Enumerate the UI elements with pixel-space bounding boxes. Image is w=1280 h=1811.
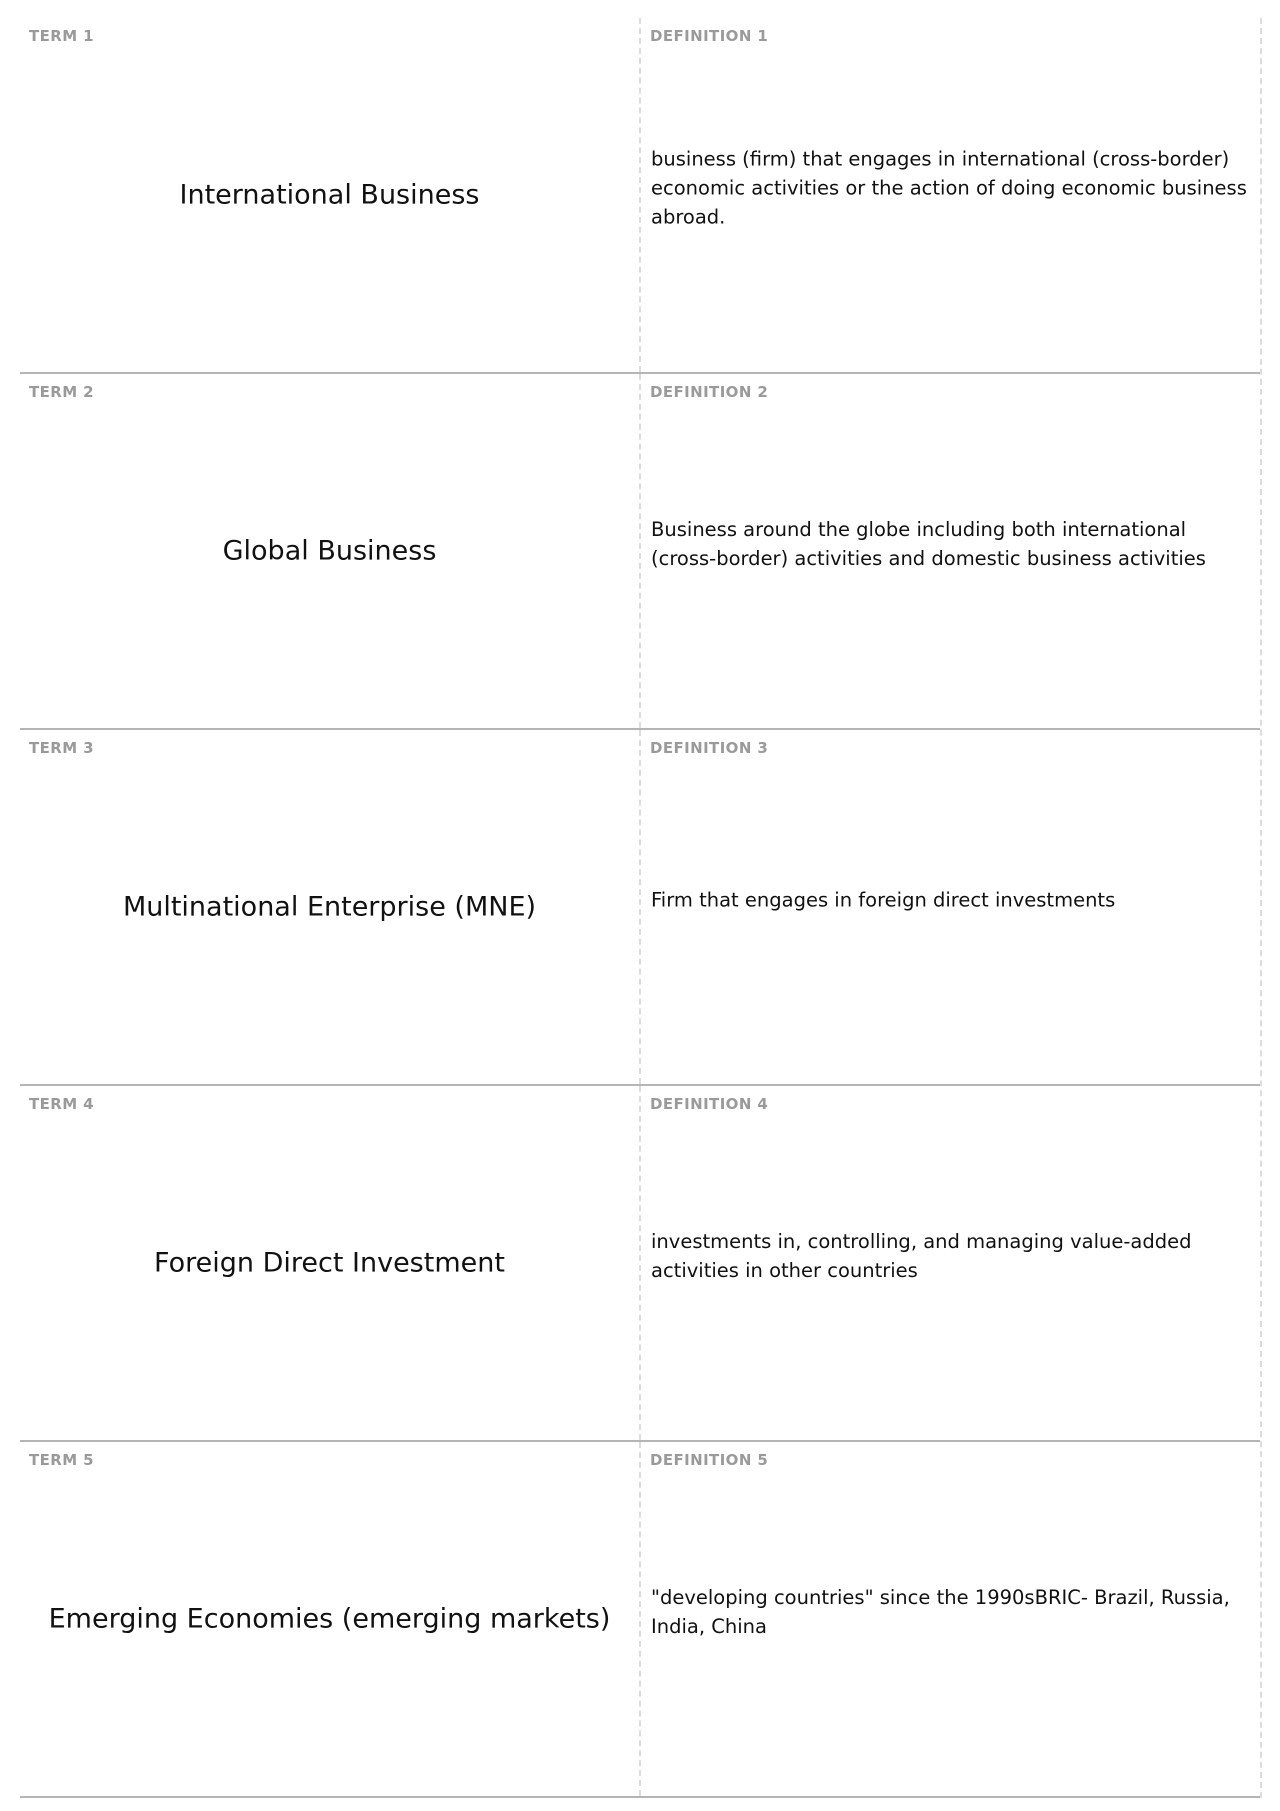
card-row-4: [20, 1086, 1260, 1442]
definition-text: Business around the globe including both international (cross-border) activities and domestic business activities: [651, 518, 1206, 570]
definition-text: investments in, controlling, and managing value-added activities in other countries: [651, 1230, 1192, 1282]
card-row-5: [20, 1442, 1260, 1798]
term-label: TERM 2: [29, 383, 95, 401]
flashcard-sheet: [20, 18, 1262, 1798]
term-label: TERM 1: [29, 27, 95, 45]
definition-cell: [641, 730, 1260, 1084]
definition-cell: [641, 374, 1260, 728]
card-row-1: [20, 18, 1260, 374]
term-cell: [20, 730, 641, 1084]
term-text: Foreign Direct Investment: [154, 1247, 505, 1279]
definition-label: DEFINITION 3: [650, 739, 769, 757]
term-text: Emerging Economies (emerging markets): [48, 1603, 611, 1635]
definition-cell: [641, 1442, 1260, 1796]
term-label: TERM 4: [29, 1095, 95, 1113]
definition-cell: [641, 1086, 1260, 1440]
term-label: TERM 3: [29, 739, 95, 757]
term-label: TERM 5: [29, 1451, 95, 1469]
definition-text: "developing countries" since the 1990sBRIC- Brazil, Russia, India, China: [651, 1586, 1230, 1638]
definition-label: DEFINITION 1: [650, 27, 769, 45]
definition-cell: [641, 18, 1260, 372]
definition-label: DEFINITION 4: [650, 1095, 769, 1113]
definition-label: DEFINITION 2: [650, 383, 769, 401]
term-cell: [20, 18, 641, 372]
card-row-3: [20, 730, 1260, 1086]
card-row-2: [20, 374, 1260, 730]
term-text: Multinational Enterprise (MNE): [122, 891, 537, 923]
definition-text: business (firm) that engages in international (cross-border) economic activities or the action of doing economic business abroad.: [651, 147, 1247, 229]
term-cell: [20, 1442, 641, 1796]
definition-text: Firm that engages in foreign direct investments: [651, 888, 1116, 912]
term-cell: [20, 1086, 641, 1440]
definition-label: DEFINITION 5: [650, 1451, 769, 1469]
term-text: Global Business: [222, 535, 437, 567]
term-text: International Business: [179, 179, 480, 211]
term-cell: [20, 374, 641, 728]
